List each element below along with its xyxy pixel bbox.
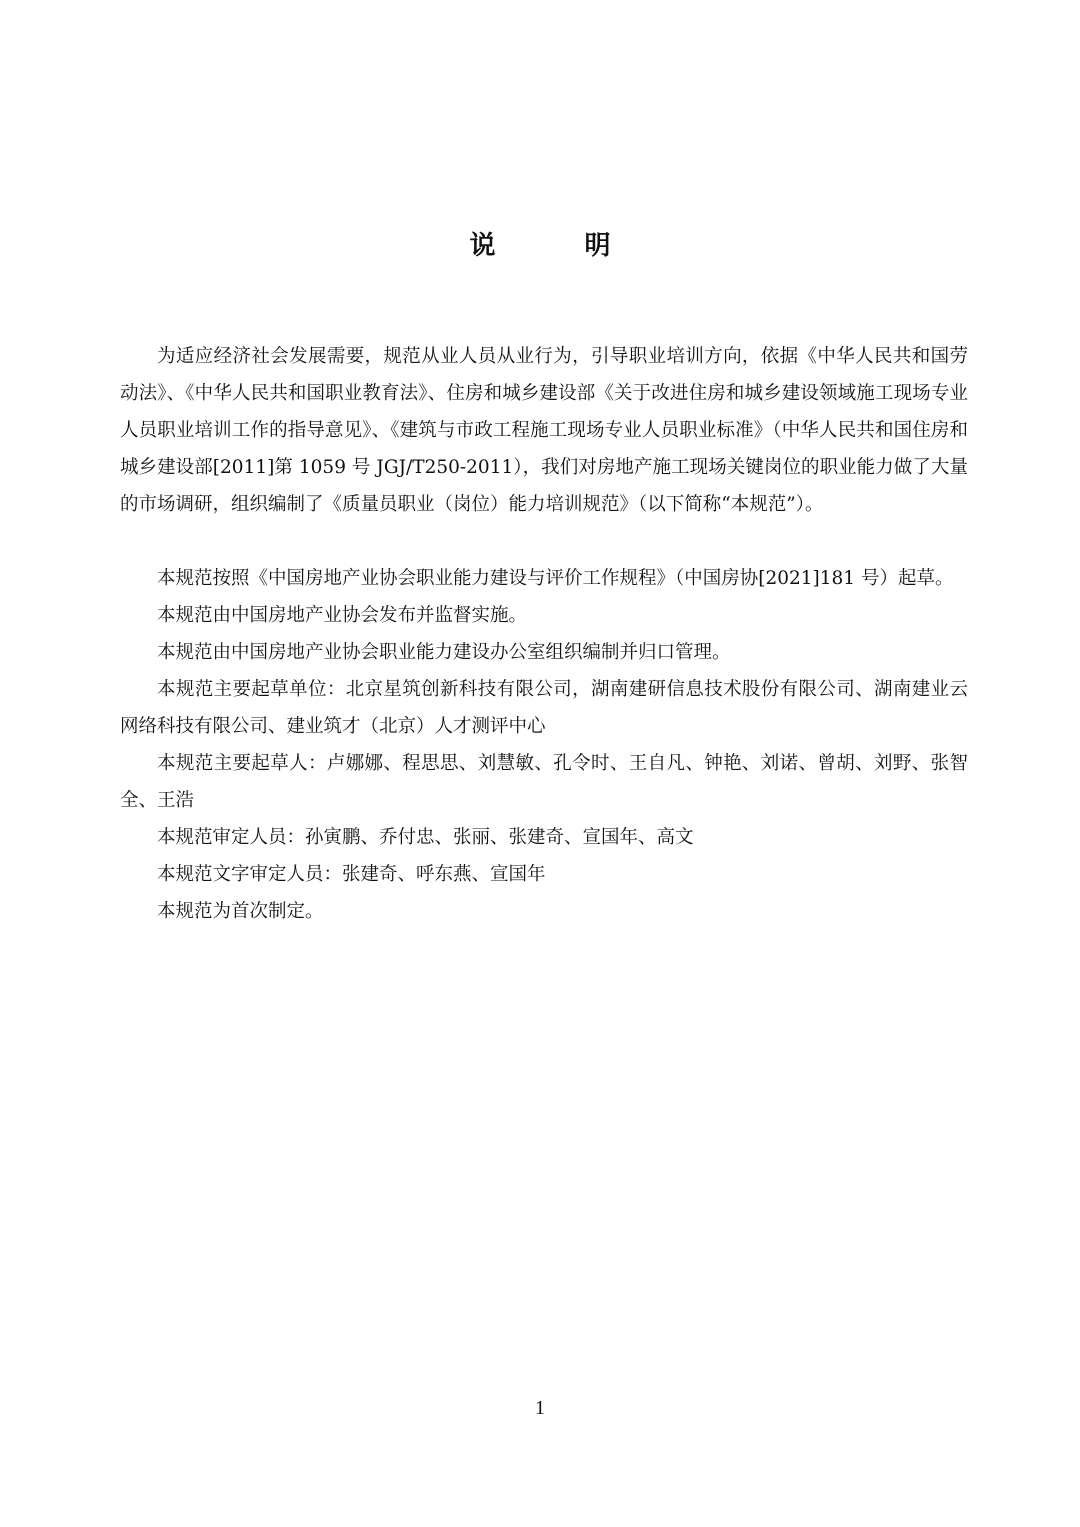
management-paragraph: 本规范由中国房地产业协会职业能力建设办公室组织编制并归口管理。 [157,642,731,663]
page-title: 说 明 [469,231,651,261]
drafters-paragraph: 本规范主要起草人：卢娜娜、程思思、刘慧敏、孔令时、王自凡、钟艳、刘诺、曾胡、刘野、张智全、王浩 [120,753,968,811]
reviewers-paragraph: 本规范审定人员：孙寅鹏、乔付忠、张丽、张建奇、宣国年、高文 [157,827,694,848]
publisher-paragraph: 本规范由中国房地产业协会发布并监督实施。 [157,605,528,626]
page-number: 1 [535,1397,545,1419]
text-reviewers-paragraph: 本规范文字审定人员：张建奇、呼东燕、宣国年 [157,864,546,885]
drafting-basis-paragraph: 本规范按照《中国房地产业协会职业能力建设与评价工作规程》（中国房协[2021]181 号）起草。 [157,568,954,589]
document-body [120,338,968,930]
drafting-units-paragraph: 本规范主要起草单位：北京星筑创新科技有限公司，湖南建研信息技术股份有限公司、湖南建业云网络科技有限公司、建业筑才（北京）人才测评中心 [120,679,968,737]
paragraph-spacer [120,523,968,560]
intro-paragraph: 为适应经济社会发展需要，规范从业人员从业行为，引导职业培训方向，依据《中华人民共和国劳动法》、《中华人民共和国职业教育法》、住房和城乡建设部《关于改进住房和城乡建设领域施工现场专业人员职业培训工作的指导意见》、《建筑与市政工程施工现场专业人员职业标准》（中华人民共和国住房和城乡建设部[2011]第 1059 号 JGJ/T250-2011），我们对房地产施工现场关键岗位的职业能力做了大量的市场调研，组织编制了《质量员职业（岗位）能力培训规范》（以下简称“本规范”）。 [120,346,968,515]
first-edition-paragraph: 本规范为首次制定。 [157,901,324,922]
